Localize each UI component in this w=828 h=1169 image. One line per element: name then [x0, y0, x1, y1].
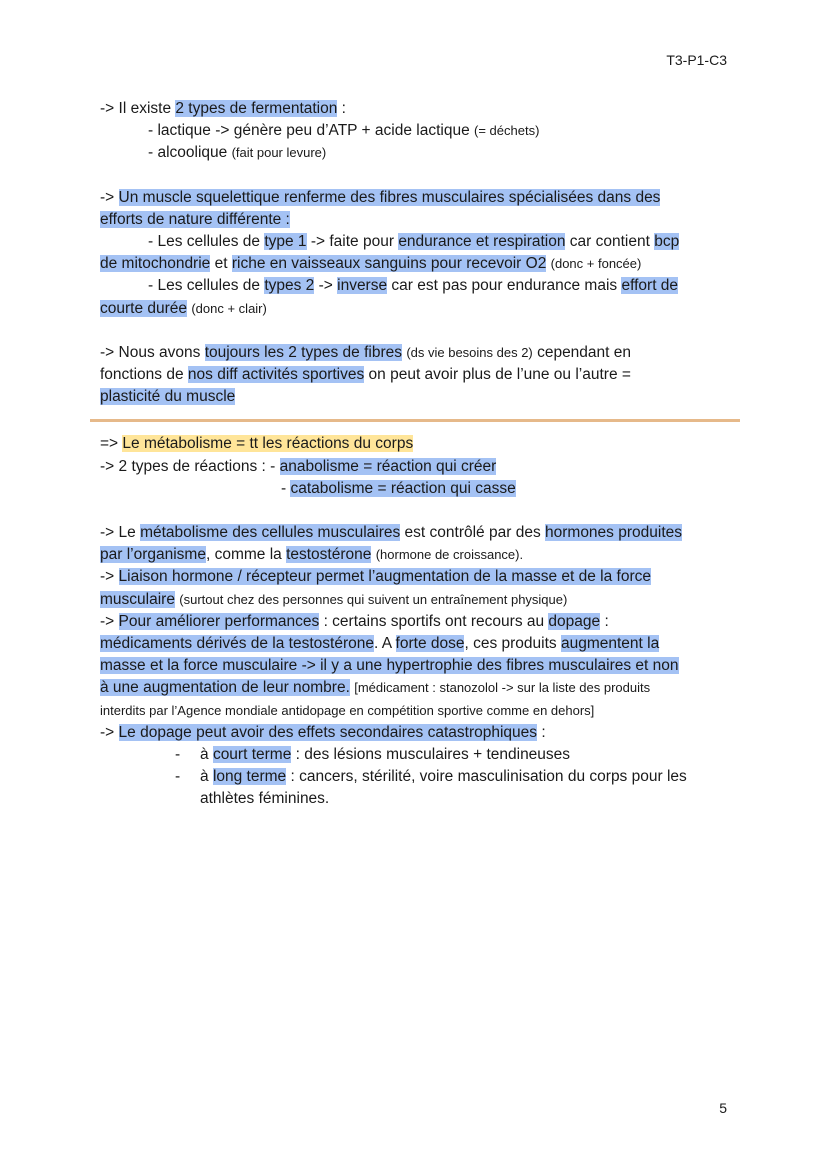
- type2-line-2: courte durée (donc + clair): [100, 299, 267, 317]
- type1-line-2: de mitochondrie et riche en vaisseaux sanguins pour recevoir O2 (donc + foncée): [100, 255, 642, 273]
- highlight: riche en vaisseaux sanguins pour recevoir O2: [231, 255, 547, 273]
- fermentation-alcoolique: - alcoolique (fait pour levure): [148, 144, 327, 162]
- highlight: à une augmentation de leur nombre.: [100, 679, 350, 697]
- highlight: courte durée: [100, 299, 188, 317]
- dopage-effects-list: [100, 744, 730, 811]
- section-divider: [90, 419, 740, 422]
- highlight: inverse: [337, 277, 388, 295]
- highlight: efforts de nature différente :: [100, 210, 290, 228]
- hormones-line-4: musculaire (surtout chez des personnes qui suivent un entraînement physique): [100, 590, 568, 608]
- highlight: augmentent la: [560, 635, 660, 653]
- highlight: Le dopage peut avoir des effets secondaires catastrophiques: [118, 723, 538, 741]
- highlight: 2 types de fermentation: [175, 100, 338, 117]
- highlight: musculaire: [100, 590, 175, 608]
- highlight-yellow: Le métabolisme = tt les réactions du corps: [122, 435, 414, 453]
- dopage-line-1: -> Pour améliorer performances : certains sportifs ont recours au dopage :: [100, 612, 609, 630]
- highlight: de mitochondrie: [100, 255, 211, 273]
- highlight: masse et la force musculaire -> il y a une hypertrophie des fibres musculaires et non: [100, 657, 679, 675]
- page-number: 5: [719, 1100, 727, 1116]
- hormones-line-3: -> Liaison hormone / récepteur permet l’augmentation de la masse et de la force: [100, 568, 651, 586]
- fibres-line-1: -> Nous avons toujours les 2 types de fibres (ds vie besoins des 2) cependant en: [100, 343, 632, 361]
- reactions-anabolisme: -> 2 types de réactions : - anabolisme = réaction qui créer: [100, 457, 497, 475]
- highlight: anabolisme = réaction qui créer: [279, 457, 497, 475]
- fibres-line-2: fonctions de nos diff activités sportives on peut avoir plus de l’une ou l’autre =: [100, 366, 631, 384]
- hormones-line-1: -> Le métabolisme des cellules musculaires est contrôlé par des hormones produites: [100, 524, 682, 542]
- dopage-line-4: à une augmentation de leur nombre. [médicament : stanozolol -> sur la liste des produits: [100, 679, 651, 697]
- muscle-intro-line-2: [100, 209, 730, 231]
- highlight: effort de: [621, 277, 679, 295]
- highlight: plasticité du muscle: [100, 388, 236, 406]
- highlight: dopage: [548, 612, 601, 630]
- highlight: toujours les 2 types de fibres: [204, 343, 402, 361]
- type1-line-1: - Les cellules de type 1 -> faite pour endurance et respiration car contient bcp: [148, 233, 680, 251]
- dopage-effects-intro: -> Le dopage peut avoir des effets secondaires catastrophiques :: [100, 723, 546, 741]
- highlight: métabolisme des cellules musculaires: [140, 524, 401, 542]
- fibres-line-3: [100, 386, 730, 408]
- type2-line-1: - Les cellules de types 2 -> inverse car est pas pour endurance mais effort de: [148, 277, 679, 295]
- highlight: catabolisme = réaction qui casse: [290, 479, 516, 497]
- muscle-intro-line-1: -> Un muscle squelettique renferme des fibres musculaires spécialisées dans des: [100, 188, 661, 206]
- highlight: médicaments dérivés de la testostérone: [100, 635, 374, 653]
- fermentation-lactique: - lactique -> génère peu d’ATP + acide lactique (= déchets): [148, 122, 540, 140]
- reactions-catabolisme: - catabolisme = réaction qui casse: [281, 479, 516, 497]
- dopage-line-3: [100, 655, 730, 677]
- highlight: Pour améliorer performances: [118, 612, 320, 630]
- highlight: type 1: [264, 233, 307, 251]
- highlight: Un muscle squelettique renferme des fibres musculaires spécialisées dans des: [118, 188, 661, 206]
- highlight: long terme: [212, 768, 287, 786]
- dopage-line-2: médicaments dérivés de la testostérone. A forte dose, ces produits augmentent la: [100, 635, 660, 653]
- highlight: Liaison hormone / récepteur permet l’augmentation de la masse et de la force: [118, 568, 651, 586]
- highlight: bcp: [654, 233, 680, 251]
- hormones-line-2: par l’organisme, comme la testostérone (hormone de croissance).: [100, 546, 524, 564]
- highlight: par l’organisme: [100, 546, 206, 564]
- metabolisme-definition: => Le métabolisme = tt les réactions du corps: [100, 435, 414, 453]
- list-item-short-term: - à court terme : des lésions musculaires + tendineuses: [100, 744, 730, 766]
- list-item-long-term: - à long terme : cancers, stérilité, voire masculinisation du corps pour les athlètes féminines.: [175, 768, 687, 808]
- highlight: hormones produites: [545, 524, 682, 542]
- highlight: nos diff activités sportives: [187, 366, 365, 384]
- bullet-dash: -: [175, 768, 181, 786]
- highlight: types 2: [264, 277, 315, 295]
- highlight: court terme: [212, 746, 292, 764]
- fermentation-intro: -> Il existe 2 types de fermentation :: [100, 100, 346, 117]
- highlight: endurance et respiration: [398, 233, 566, 251]
- bullet-dash: -: [175, 746, 181, 764]
- document-code: T3-P1-C3: [666, 52, 727, 68]
- dopage-line-5: interdits par l’Agence mondiale antidopage en compétition sportive comme en dehors]: [100, 702, 595, 718]
- highlight: forte dose: [395, 635, 465, 653]
- document-body: [100, 98, 730, 811]
- highlight: testostérone: [286, 546, 372, 564]
